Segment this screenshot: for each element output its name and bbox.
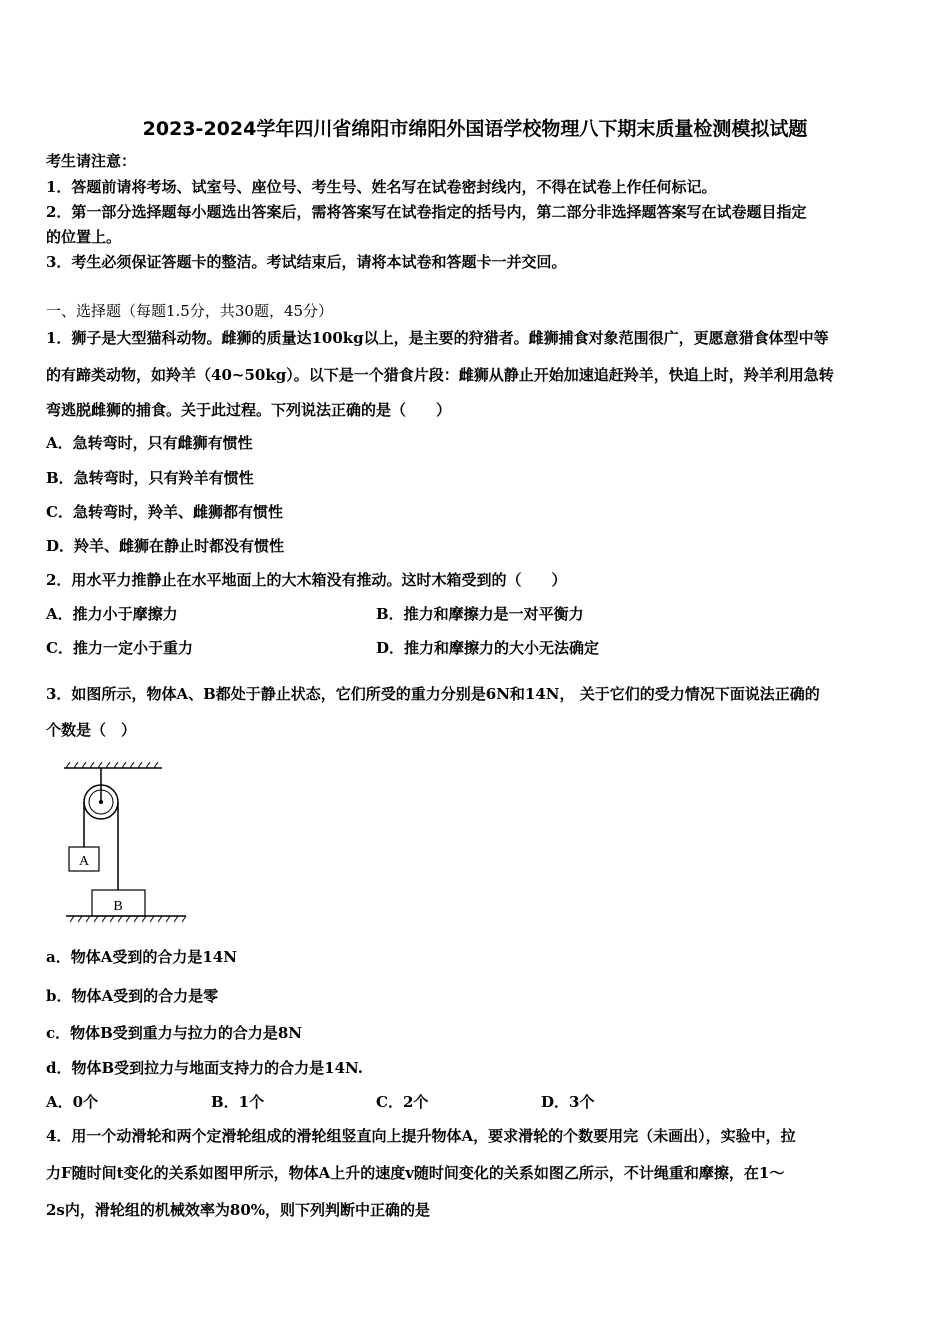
q4-stem-line: 4．用一个动滑轮和两个定滑轮组成的滑轮组竖直向上提升物体A，要求滑轮的个数要用完（未画出），实验中，拉: [46, 1127, 796, 1145]
q3-stem-line: 3．如图所示，物体A、B都处于静止状态，它们所受的重力分别是6N和14N， 关于它们的受力情况下面说法正确的: [46, 685, 820, 703]
q1-stem-line: 的有蹄类动物，如羚羊（40~50kg）。以下是一个猎食片段：雌狮从静止开始加速追赶羚羊，快追上时，羚羊利用急转: [46, 366, 834, 384]
q3-stem-line: 个数是（ ）: [46, 721, 137, 739]
q3-option-c: C．2个: [376, 1093, 429, 1111]
q2-stem: 2．用水平力推静止在水平地面上的大木箱没有推动。这时木箱受到的（ ）: [46, 571, 567, 589]
page-title: 2023-2024学年四川省绵阳市绵阳外国语学校物理八下期末质量检测模拟试题: [142, 118, 808, 140]
q2-option-a: A．推力小于摩擦力: [46, 605, 178, 623]
pulley-diagram: [62, 760, 192, 925]
q4-stem-line: 2s内，滑轮组的机械效率为80%，则下列判断中正确的是: [46, 1201, 431, 1219]
block-a-label: A: [78, 854, 90, 869]
q1-option-a: A．急转弯时，只有雌狮有惯性: [46, 434, 253, 452]
q2-option-c: C．推力一定小于重力: [46, 639, 193, 657]
notice-item: 1．答题前请将考场、试室号、座位号、考生号、姓名写在试卷密封线内，不得在试卷上作任何标记。: [46, 178, 717, 196]
q2-option-b: B．推力和摩擦力是一对平衡力: [376, 605, 584, 623]
q3-statement-b: b．物体A受到的合力是零: [46, 987, 219, 1005]
notice-heading: 考生请注意：: [46, 152, 137, 170]
q2-option-d: D．推力和摩擦力的大小无法确定: [376, 639, 600, 657]
notice-item: 的位置上。: [46, 228, 122, 246]
notice-item: 2．第一部分选择题每小题选出答案后，需将答案写在试卷指定的括号内，第二部分非选择题答案写在试卷题目指定: [46, 203, 807, 221]
q3-statement-c: c．物体B受到重力与拉力的合力是8N: [46, 1024, 302, 1042]
notice-item: 3．考生必须保证答题卡的整洁。考试结束后，请将本试卷和答题卡一并交回。: [46, 253, 567, 271]
block-b-label: B: [113, 899, 123, 914]
q1-stem-line: 弯逃脱雌狮的捕食。关于此过程。下列说法正确的是（ ）: [46, 401, 452, 419]
q1-stem-line: 1．狮子是大型猫科动物。雌狮的质量达100kg以上，是主要的狩猎者。雌狮捕食对象范围很广，更愿意猎食体型中等: [46, 329, 829, 347]
q4-stem-line: 力F随时间t变化的关系如图甲所示，物体A上升的速度v随时间变化的关系如图乙所示，不计绳重和摩擦，在1～: [46, 1164, 785, 1182]
q3-statement-d: d．物体B受到拉力与地面支持力的合力是14N.: [46, 1059, 364, 1077]
q3-option-d: D．3个: [541, 1093, 595, 1111]
q1-option-b: B．急转弯时，只有羚羊有惯性: [46, 469, 254, 487]
q1-option-d: D．羚羊、雌狮在静止时都没有惯性: [46, 537, 285, 555]
q1-option-c: C．急转弯时，羚羊、雌狮都有惯性: [46, 503, 283, 521]
q3-option-b: B．1个: [211, 1093, 265, 1111]
section-heading: 一、选择题（每题1.5分，共30题，45分）: [46, 302, 334, 320]
q3-option-a: A．0个: [46, 1093, 99, 1111]
q3-statement-a: a．物体A受到的合力是14N: [46, 948, 237, 966]
